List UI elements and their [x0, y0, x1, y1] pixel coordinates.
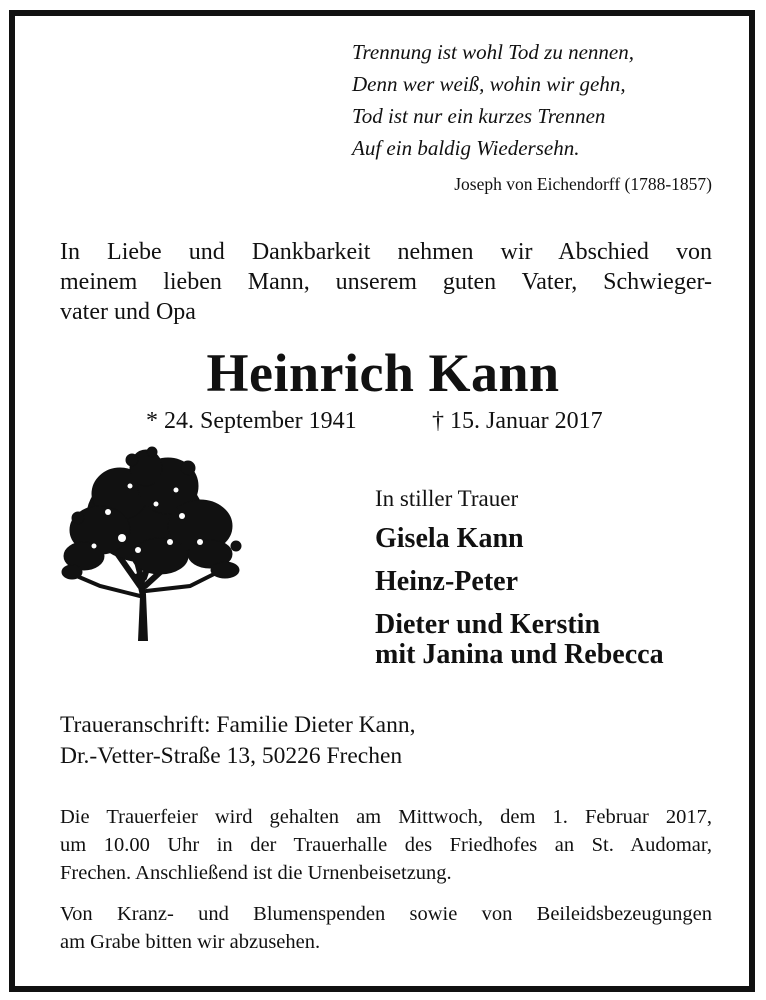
funeral-service-info	[60, 803, 712, 887]
service-line: um 10.00 Uhr in der Trauerhalle des Friedhofes an St. Audomar,	[60, 834, 712, 856]
mourner-name: Dieter und Kerstin	[375, 609, 601, 640]
service-line: Frechen. Anschließend ist die Urnenbeisetzung.	[60, 862, 452, 884]
birth-date: * 24. September 1941	[146, 408, 357, 434]
request-line: am Grabe bitten wir abzusehen.	[60, 931, 321, 953]
tree-silhouette-icon	[60, 446, 246, 641]
mourner-name: mit Janina und Rebecca	[375, 639, 664, 670]
address-line: Traueranschrift: Familie Dieter Kann,	[60, 712, 416, 738]
mourning-address	[60, 710, 415, 772]
poem-line: Auf ein baldig Wiedersehn.	[352, 136, 580, 160]
poem-line: Trennung ist wohl Tod zu nennen,	[352, 40, 634, 64]
poem-line: Tod ist nur ein kurzes Trennen	[352, 104, 606, 128]
mourner-name: Gisela Kann	[375, 523, 524, 554]
farewell-line: In Liebe und Dankbarkeit nehmen wir Abschied von	[60, 239, 712, 265]
poem-quote	[352, 36, 712, 164]
mourning-heading: In stiller Trauer	[375, 486, 519, 511]
farewell-text	[60, 237, 712, 327]
service-line: Die Trauerfeier wird gehalten am Mittwoch, dem 1. Februar 2017,	[60, 806, 712, 828]
deceased-name: Heinrich Kann	[206, 343, 560, 403]
mourner-name: Heinz-Peter	[375, 566, 519, 597]
farewell-line: meinem lieben Mann, unserem guten Vater, Schwieger-	[60, 269, 712, 295]
poem-line: Denn wer weiß, wohin wir gehn,	[352, 72, 626, 96]
donation-request	[60, 900, 712, 956]
poem-author: Joseph von Eichendorff (1788-1857)	[454, 174, 712, 194]
address-line: Dr.-Vetter-Straße 13, 50226 Frechen	[60, 743, 403, 769]
request-line: Von Kranz- und Blumenspenden sowie von Beileidsbezeugungen	[60, 903, 712, 925]
mourners-block	[375, 482, 735, 670]
farewell-line: vater und Opa	[60, 299, 196, 325]
death-date: † 15. Januar 2017	[432, 408, 603, 434]
